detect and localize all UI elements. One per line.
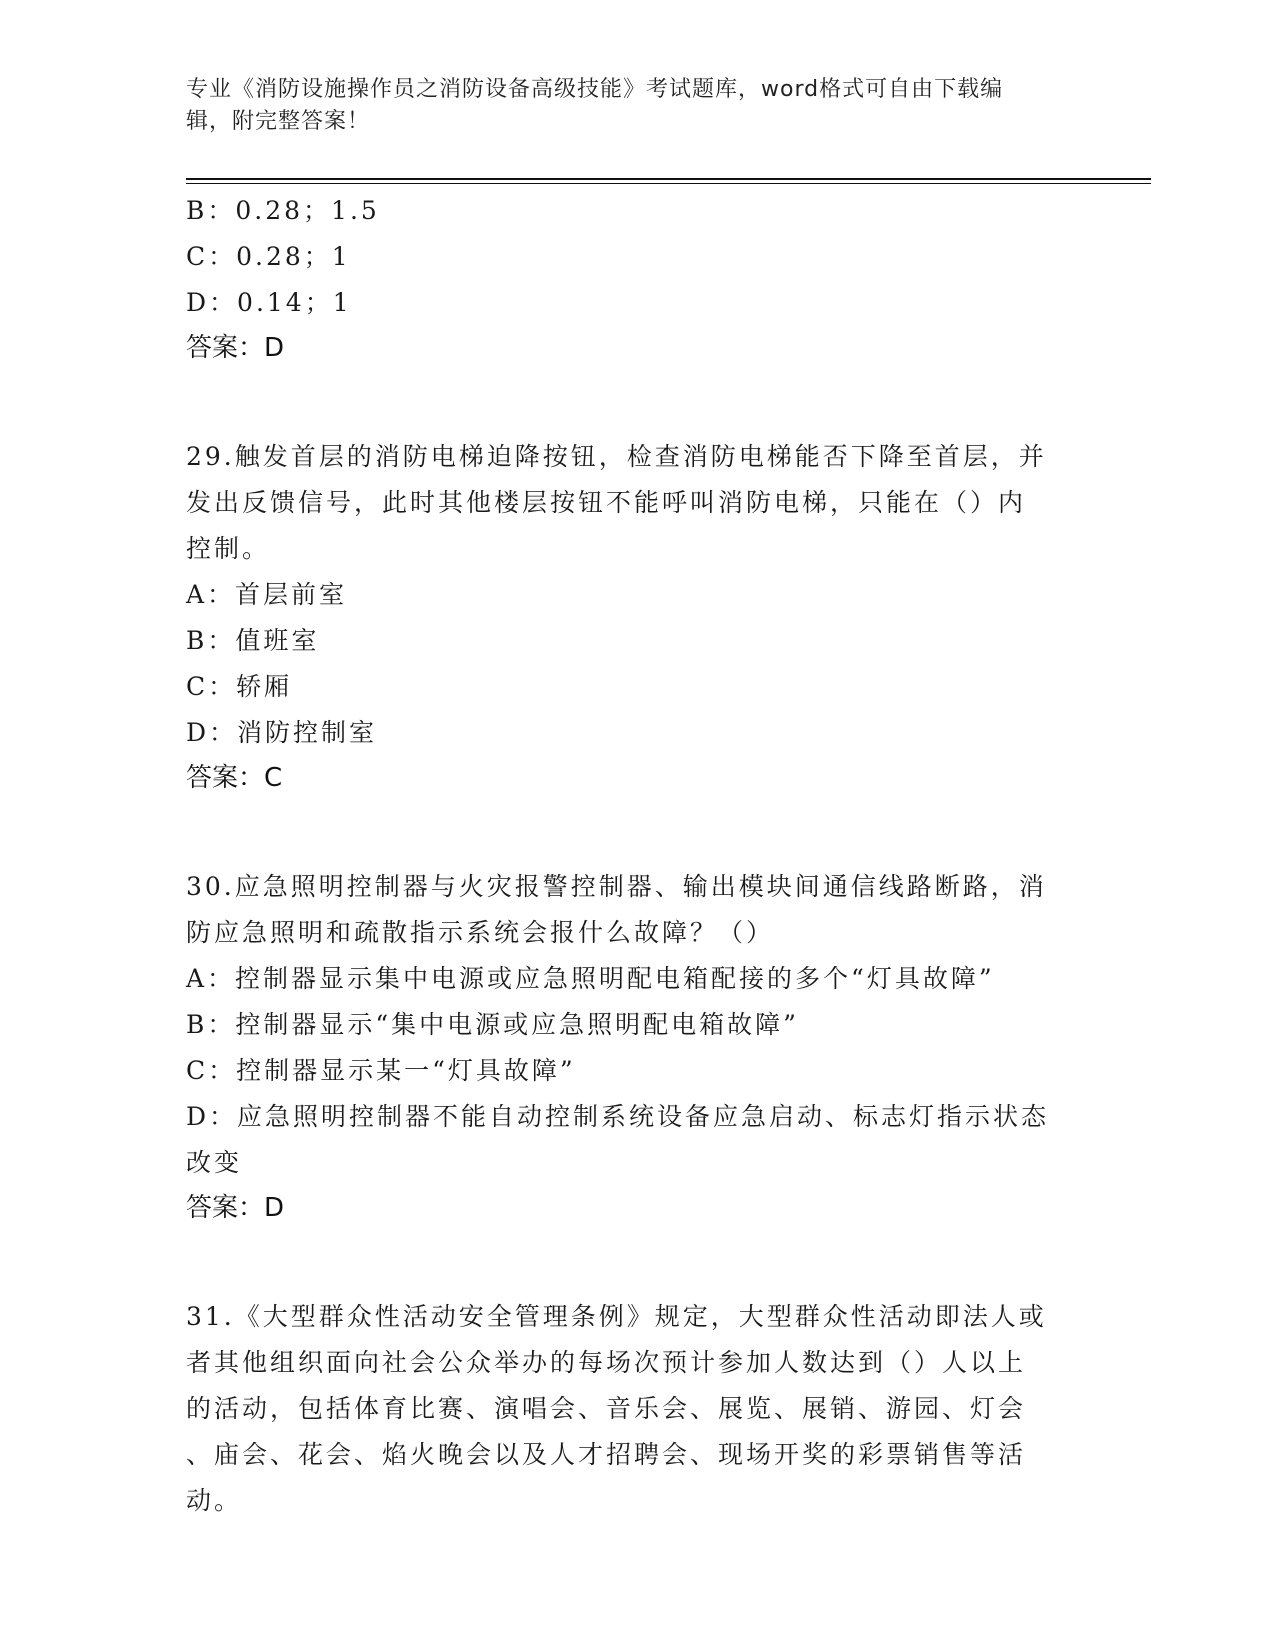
document-body <box>186 188 1076 1524</box>
answer: 答案：D <box>186 333 285 363</box>
question-text-line: 31.《大型群众性活动安全管理条例》规定，大型群众性活动即法人或 <box>186 1302 1047 1331</box>
question-text-line: 的活动，包括体育比赛、演唱会、音乐会、展览、展销、游园、灯会 <box>186 1394 1027 1423</box>
question-text-line: 动。 <box>186 1486 243 1515</box>
question-text-line: 发出反馈信号，此时其他楼层按钮不能呼叫消防电梯，只能在（）内 <box>186 488 1027 517</box>
option-b: B：值班室 <box>186 626 320 655</box>
header-divider-thin <box>186 183 1151 184</box>
option-b: B：控制器显示“集中电源或应急照明配电箱故障” <box>186 1010 799 1039</box>
option-d: D：0.14；1 <box>186 288 352 317</box>
option-a: A：控制器显示集中电源或应急照明配电箱配接的多个“灯具故障” <box>186 964 995 993</box>
header-line-2: 辑，附完整答案！ <box>186 109 371 134</box>
question-text-line: 防应急照明和疏散指示系统会报什么故障？（） <box>186 918 775 947</box>
option-d-continued: 改变 <box>186 1148 243 1177</box>
question-30 <box>186 864 1076 1230</box>
option-c: C：0.28；1 <box>186 242 351 271</box>
option-c: C：轿厢 <box>186 672 293 701</box>
header-line-1: 专业《消防设施操作员之消防设备高级技能》考试题库，word格式可自由下载编 <box>186 77 1004 102</box>
previous-question <box>186 188 1076 370</box>
answer: 答案：C <box>186 763 283 793</box>
question-29 <box>186 434 1076 800</box>
page-header <box>186 74 1086 138</box>
option-b: B：0.28；1.5 <box>186 196 380 225</box>
option-d: D：应急照明控制器不能自动控制系统设备应急启动、标志灯指示状态 <box>186 1102 1050 1131</box>
option-c: C：控制器显示某一“灯具故障” <box>186 1056 576 1085</box>
question-text-line: 30.应急照明控制器与火灾报警控制器、输出模块间通信线路断路，消 <box>186 872 1047 901</box>
question-31 <box>186 1294 1076 1524</box>
option-a: A：首层前室 <box>186 580 348 609</box>
question-text-line: 者其他组织面向社会公众举办的每场次预计参加人数达到（）人以上 <box>186 1348 1027 1377</box>
question-text-line: 、庙会、花会、焰火晚会以及人才招聘会、现场开奖的彩票销售等活 <box>186 1440 1027 1469</box>
question-text-line: 29.触发首层的消防电梯迫降按钮，检查消防电梯能否下降至首层，并 <box>186 442 1047 471</box>
option-d: D：消防控制室 <box>186 718 378 747</box>
answer: 答案：D <box>186 1193 285 1223</box>
question-text-line: 控制。 <box>186 534 271 563</box>
header-divider-thick <box>186 178 1151 180</box>
